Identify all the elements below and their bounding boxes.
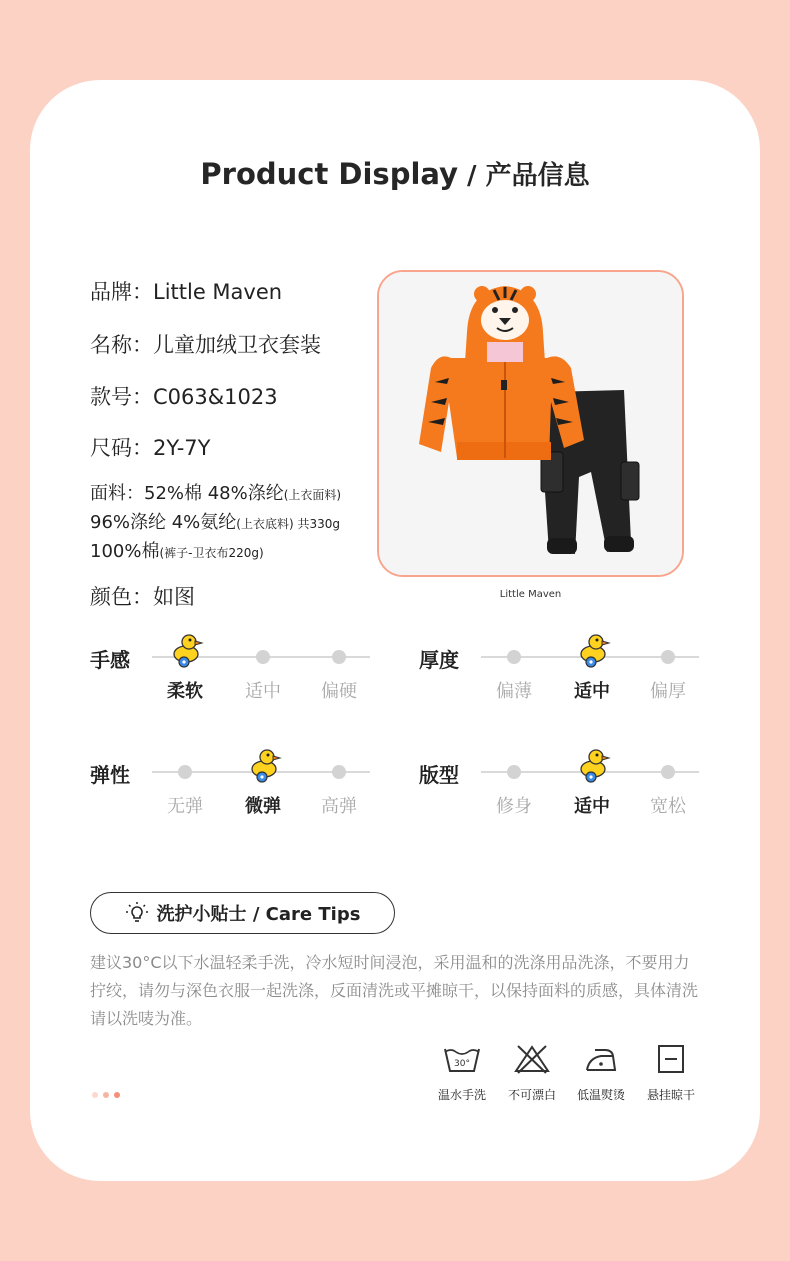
scale-label: 版型 — [419, 763, 459, 787]
care-label: 不可漂白 — [507, 1088, 556, 1102]
duck-marker-icon — [577, 746, 611, 784]
scale-dot — [332, 765, 346, 779]
info-key: 品牌： — [90, 280, 153, 304]
scale-option: 修身 — [496, 796, 532, 817]
pagination-dot — [114, 1092, 120, 1098]
duck-marker-icon — [170, 631, 204, 669]
wash-temperature: 30° — [454, 1059, 470, 1069]
hang-dry-icon — [651, 1044, 691, 1074]
title-chinese: 产品信息 — [485, 161, 590, 191]
scale-dot — [661, 765, 675, 779]
lightbulb-icon — [125, 901, 149, 925]
material-line-1: 52%棉 48%涤纶 — [144, 483, 284, 504]
care-tips-title-en: Care Tips — [265, 904, 361, 925]
material-note-1: (上衣面料) — [283, 488, 342, 502]
scale-label: 弹性 — [90, 763, 130, 787]
scale-dot — [178, 765, 192, 779]
scale-option: 宽松 — [650, 796, 686, 817]
material-line-2: 96%涤纶 4%氨纶 — [90, 512, 237, 533]
duck-marker-icon — [577, 631, 611, 669]
scale-option: 适中 — [574, 681, 610, 702]
info-value: Little Maven — [153, 280, 283, 304]
pagination-dot — [92, 1092, 98, 1098]
scale-label: 厚度 — [419, 648, 459, 672]
scale-dot — [507, 765, 521, 779]
info-key: 面料： — [90, 483, 144, 504]
material-note-3: (裤子-卫衣布220g) — [159, 546, 264, 560]
scale-label: 手感 — [90, 648, 130, 672]
care-label: 低温熨烫 — [576, 1088, 625, 1102]
scale-option: 柔软 — [167, 681, 203, 702]
info-value: 如图 — [153, 585, 195, 609]
care-label: 温水手洗 — [437, 1088, 486, 1102]
duck-marker-icon — [248, 746, 282, 784]
info-material — [90, 480, 341, 567]
care-tips-title-zh: 洗护小贴士 — [156, 904, 247, 925]
scale-option: 适中 — [245, 681, 281, 702]
material-line-3: 100%棉 — [90, 541, 160, 562]
info-brand — [90, 276, 282, 306]
care-item-hand-wash — [429, 1044, 495, 1103]
care-item-hang-dry — [638, 1044, 704, 1103]
info-key: 名称： — [90, 333, 153, 357]
scale-dot — [256, 650, 270, 664]
photo-caption: Little Maven — [499, 589, 562, 600]
hand-wash-icon — [442, 1044, 482, 1074]
info-value: C063&1023 — [153, 385, 278, 409]
tiger-hoodie-set-illustration — [379, 272, 684, 577]
info-key: 尺码： — [90, 436, 153, 460]
low-iron-icon — [581, 1044, 621, 1074]
scale-option: 微弹 — [245, 796, 281, 817]
scale-option: 偏硬 — [321, 681, 357, 702]
scale-dot — [507, 650, 521, 664]
info-key: 款号： — [90, 385, 153, 409]
no-bleach-icon — [512, 1044, 552, 1074]
info-style-number — [90, 381, 278, 411]
scale-option: 偏薄 — [496, 681, 532, 702]
care-tips-pill — [90, 892, 395, 934]
product-photo — [377, 270, 684, 577]
pagination-dot — [103, 1092, 109, 1098]
info-color — [90, 581, 195, 611]
info-name — [90, 329, 321, 359]
info-key: 颜色： — [90, 585, 153, 609]
info-value: 2Y-7Y — [153, 436, 211, 460]
care-item-no-bleach — [499, 1044, 565, 1103]
care-label: 悬挂晾干 — [646, 1088, 695, 1102]
care-item-low-iron — [568, 1044, 634, 1103]
info-size — [90, 432, 210, 462]
title-english: Product Display — [200, 157, 458, 191]
title-separator: / — [457, 161, 486, 191]
care-tips-separator: / — [246, 904, 266, 925]
scale-option: 高弹 — [321, 796, 357, 817]
scale-dot — [332, 650, 346, 664]
scale-option: 偏厚 — [650, 681, 686, 702]
scale-option: 适中 — [574, 796, 610, 817]
scale-dot — [661, 650, 675, 664]
info-value: 儿童加绒卫衣套装 — [153, 333, 321, 357]
care-instructions-text: 建议30°C以下水温轻柔手洗，冷水短时间浸泡，采用温和的洗涤用品洗涤，不要用力拧绞，请勿与深色衣服一起洗涤，反面清洗或平摊晾干，以保持面料的质感，具体清洗请以洗唛为准。 — [90, 953, 699, 1028]
scale-option: 无弹 — [167, 796, 203, 817]
page-title — [0, 155, 790, 192]
material-note-2: (上衣底料) 共330g — [236, 517, 340, 531]
